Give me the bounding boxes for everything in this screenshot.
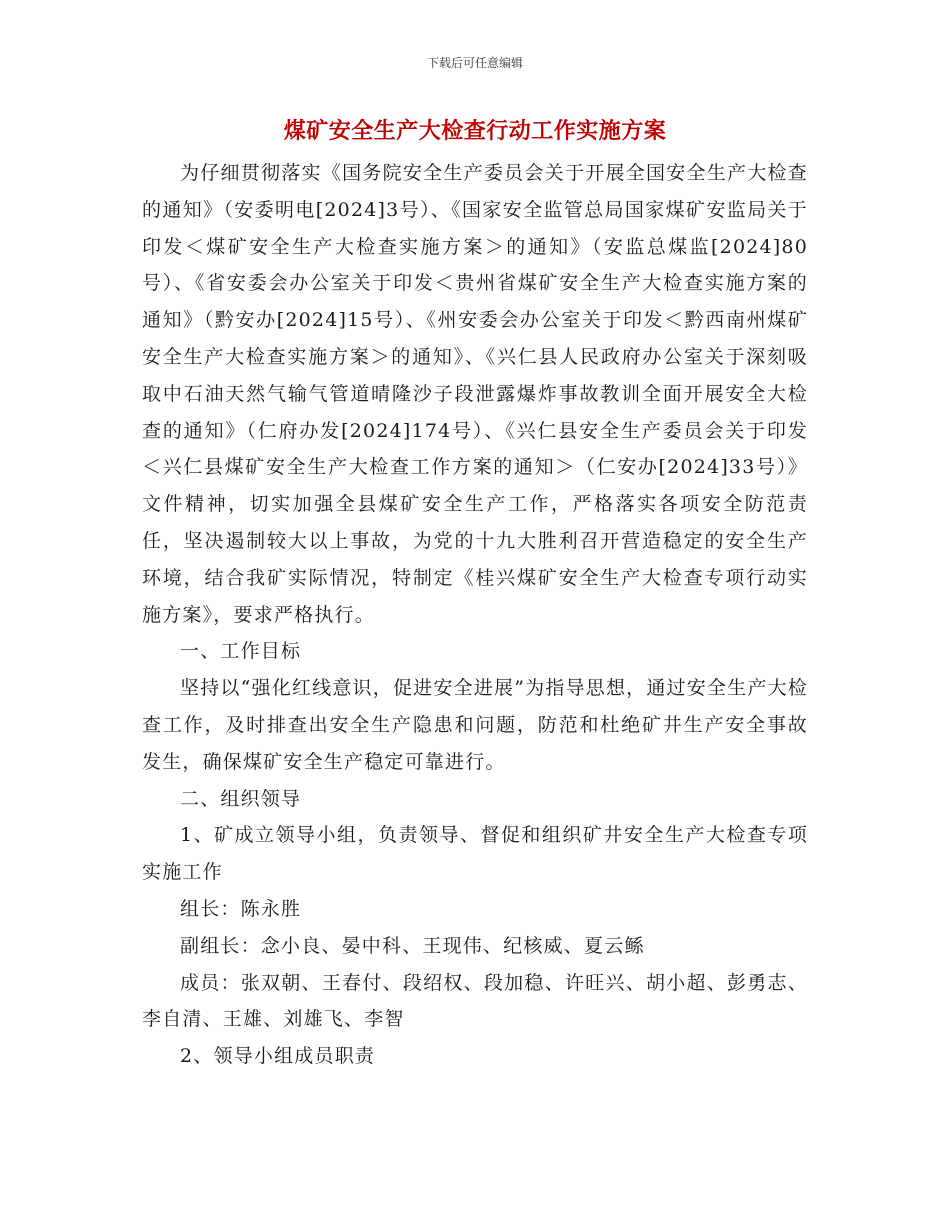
page-header-note: 下载后可任意编辑 xyxy=(426,56,523,70)
organization-item-1: 1、矿成立领导小组，负责领导、督促和组织矿井安全生产大检查专项实施工作 xyxy=(142,824,808,884)
members-line: 成员：张双朝、王春付、段绍权、段加稳、许旺兴、胡小超、彭勇志、李自清、王雄、刘雄飞、李智 xyxy=(142,971,808,1031)
group-leader-line: 组长：陈永胜 xyxy=(180,897,302,920)
deputy-leader-line: 副组长：念小良、晏中科、王现伟、纪核威、夏云鲧 xyxy=(180,934,645,957)
section-heading-goal: 一、工作目标 xyxy=(180,640,302,663)
document-body xyxy=(142,155,808,1075)
document-title: 煤矿安全生产大检查行动工作实施方案 xyxy=(283,119,667,144)
goal-paragraph: 坚持以“强化红线意识，促进安全进展”为指导思想，通过安全生产大检查工作，及时排查出安全生产隐患和问题，防范和杜绝矿井生产安全事故发生，确保煤矿安全生产稳定可靠进行。 xyxy=(142,677,808,773)
section-heading-organization: 二、组织领导 xyxy=(180,787,302,810)
organization-item-2: 2、领导小组成员职责 xyxy=(180,1045,376,1068)
intro-paragraph: 为仔细贯彻落实《国务院安全生产委员会关于开展全国安全生产大检查的通知》（安委明电[2024]3号）、《国家安全监管总局国家煤矿安监局关于印发＜煤矿安全生产大检查实施方案＞的通知》（安监总煤监[2024]80号）、《省安委会办公室关于印发＜贵州省煤矿安全生产大检查实施方案的通知》（黔安办[2024]15号）、《州安委会办公室关于印发＜黔西南州煤矿安全生产大检查实施方案＞的通知》、《兴仁县人民政府办公室关于深刻吸取中石油天然气输气管道晴隆沙子段泄露爆炸事故教训全面开展安全大检查的通知》（仁府办发[2024]174号）、《兴仁县安全生产委员会关于印发＜兴仁县煤矿安全生产大检查工作方案的通知＞（仁安办[2024]33号）》文件精神，切实加强全县煤矿安全生产工作，严格落实各项安全防范责任，坚决遏制较大以上事故，为党的十九大胜利召开营造稳定的安全生产环境，结合我矿实际情况，特制定《桂兴煤矿安全生产大检查专项行动实施方案》，要求严格执行。 xyxy=(142,162,808,626)
